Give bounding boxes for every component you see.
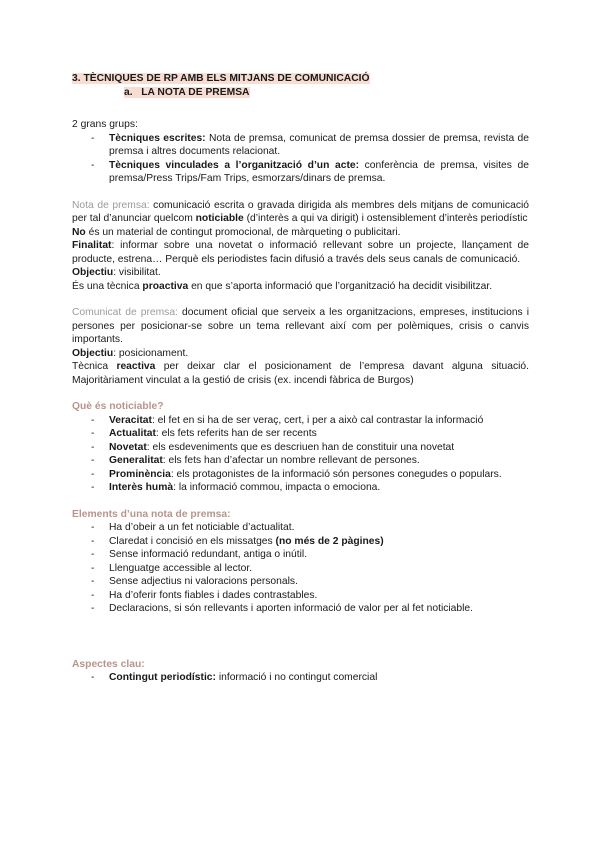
nota-tec-text-end: en que s’aporta informació que l’organització ha decidit visibilitzar.: [188, 280, 493, 292]
section-heading: [72, 72, 529, 86]
bullet-dash: -: [91, 441, 95, 453]
comunicat-tecnica: [72, 360, 529, 387]
subsection-letter: a.: [124, 87, 133, 98]
item-text: Claredat i concisió en els missatges: [109, 535, 276, 547]
groups-list: [72, 132, 529, 186]
item-text: : els esdeveniments que es descriuen han de constituir una novetat: [146, 441, 455, 453]
section-number: 3.: [72, 73, 81, 84]
nota-no-text: és un material de contingut promocional, de màrqueting o publicitari.: [85, 226, 401, 238]
nota-obj-bold: Objectiu: [72, 267, 114, 278]
comunicat-tec-bold: reactiva: [116, 361, 156, 372]
aspectes-heading: Aspectes clau:: [72, 658, 145, 670]
item-text: : els fets han d’afectar un nombre rellevant de persones.: [162, 455, 420, 466]
list-item: [72, 441, 529, 455]
list-item: [72, 602, 529, 616]
intro-text: 2 grans grups:: [72, 119, 138, 130]
comunicat-obj-text: : posicionament.: [113, 347, 189, 359]
group-term: Tècniques vinculades a l’organització d’un acte:: [109, 159, 360, 171]
nota-label: Nota de premsa:: [72, 199, 150, 211]
comunicat-tec-text-end: per deixar clar el posicionament de l’empresa davant alguna situació. Majoritàriament vinculat a la gestió de crisis (ex. incendi fàbrica de Burgos): [72, 361, 529, 386]
item-text: Sense adjectius ni valoracions personals.: [109, 576, 298, 587]
item-term: Interès humà: [109, 482, 174, 493]
nota-obj-text: : visibilitat.: [113, 267, 161, 278]
list-item: [72, 481, 529, 495]
bullet-dash: -: [91, 159, 95, 171]
item-term: Contingut periodístic:: [109, 672, 216, 683]
item-term: Generalitat: [109, 455, 163, 466]
comunicat-label: Comunicat de premsa:: [72, 307, 178, 318]
list-item: [72, 414, 529, 428]
item-term: Novetat: [109, 441, 147, 453]
bullet-dash: -: [91, 589, 95, 601]
bullet-dash: -: [91, 672, 95, 683]
elements-list: [72, 521, 529, 616]
bullet-dash: -: [91, 428, 95, 439]
bullet-dash: -: [91, 562, 95, 574]
item-text: Llenguatge accessible al lector.: [109, 562, 253, 574]
bullet-dash: -: [91, 455, 95, 466]
elements-heading: Elements d’una nota de premsa:: [72, 508, 231, 520]
section-title: TÈCNIQUES DE RP AMB ELS MITJANS DE COMUNICACIÓ: [83, 73, 370, 84]
bullet-dash: -: [91, 522, 95, 533]
comunicat-objectiu: [72, 347, 529, 361]
nota-def-text: comunicació escrita o gravada dirigida als membres dels mitjans de comunicació per tal d’anunciar quelcom: [72, 199, 529, 224]
aspectes-list: [72, 671, 529, 685]
list-item: [72, 159, 529, 186]
noticiable-section: [72, 400, 529, 495]
comunicat-section: [72, 306, 529, 387]
nota-tecnica: [72, 280, 529, 294]
nota-def-text-end: (d’interès a qui va dirigit) i ostensiblement d’interès periodístic: [243, 213, 528, 224]
bullet-dash: -: [91, 482, 95, 493]
item-text: : els protagonistes de la informació són persones conegudes o populars.: [170, 468, 502, 480]
bullet-dash: -: [91, 535, 95, 547]
nota-tec-bold: proactiva: [142, 280, 189, 292]
nota-objectiu: [72, 266, 529, 280]
item-term: Prominència: [109, 468, 171, 480]
comunicat-def-text: document oficial que serveix a les organitzacions, empreses, institucions i persones per posicionar-se sobre un tema rellevant així com per polèmiques, crisis o canvis importants.: [72, 307, 530, 345]
comunicat-tec-text: Tècnica: [72, 361, 117, 372]
bullet-dash: -: [91, 603, 95, 614]
list-item: [72, 562, 529, 576]
nota-def-bold: noticiable: [195, 213, 244, 224]
group-text: Nota de premsa, comunicat de premsa dossier de premsa, revista de premsa i altres documents relacionat.: [109, 132, 529, 157]
subsection-heading-highlight: [124, 87, 250, 98]
item-bold: (no més de 2 pàgines): [275, 535, 384, 547]
comunicat-obj-bold: Objectiu: [72, 347, 114, 359]
list-item: [72, 427, 529, 441]
list-item: [72, 575, 529, 589]
elements-section: [72, 508, 529, 616]
bullet-dash: -: [91, 414, 95, 426]
nota-fin-text: : informar sobre una novetat o informació rellevant sobre un projecte, llançament de producte, estrena… Perquè els periodistes facin difusió a través dels seus canals de comunicació.: [72, 240, 529, 265]
aspectes-section: [72, 658, 529, 685]
nota-fin-bold: Finalitat: [72, 240, 112, 251]
list-item: [72, 468, 529, 482]
item-text: Ha d’oferir fonts fiables i dades contrastables.: [109, 589, 318, 601]
item-text: informació i no contingut comercial: [215, 672, 378, 683]
item-term: Veracitat: [109, 414, 152, 426]
subsection-title: LA NOTA DE PREMSA: [141, 87, 250, 98]
item-text: : el fet en si ha de ser veraç, cert, i per a això cal contrastar la informació: [151, 414, 484, 426]
document-body: [72, 72, 529, 685]
section-heading-highlight: [72, 73, 370, 84]
item-text: Ha d’obeir a un fet noticiable d’actualitat.: [109, 522, 295, 533]
nota-no-bold: No: [72, 226, 86, 238]
item-text: : els fets referits han de ser recents: [155, 428, 317, 439]
item-term: Actualitat: [109, 428, 156, 439]
comunicat-definition: [72, 306, 529, 347]
list-item: [72, 548, 529, 562]
noticiable-list: [72, 414, 529, 495]
nota-section: [72, 199, 529, 294]
item-text: Sense informació redundant, antiga o inútil.: [109, 549, 308, 560]
list-item: [72, 589, 529, 603]
bullet-dash: -: [91, 576, 95, 587]
nota-tec-text: És una tècnica: [72, 280, 143, 292]
list-item: [72, 454, 529, 468]
bullet-dash: -: [91, 132, 95, 144]
list-item: [72, 132, 529, 159]
list-item: [72, 521, 529, 535]
item-text: : la informació commou, impacta o emociona.: [173, 482, 381, 493]
bullet-dash: -: [91, 549, 95, 560]
group-term: Tècniques escrites:: [109, 132, 206, 144]
list-item: [72, 535, 529, 549]
nota-finalitat: [72, 239, 529, 266]
nota-no: [72, 226, 529, 240]
noticiable-heading: Què és noticiable?: [72, 401, 164, 412]
list-item: [72, 671, 529, 685]
item-text: Declaracions, si són rellevants i aporten informació de valor per al fet noticiable.: [109, 603, 474, 614]
bullet-dash: -: [91, 468, 95, 480]
subsection-heading: [124, 86, 529, 100]
nota-definition: [72, 199, 529, 226]
group-text: conferència de premsa, visites de premsa/Press Trips/Fam Trips, esmorzars/dinars de premsa.: [109, 159, 529, 184]
